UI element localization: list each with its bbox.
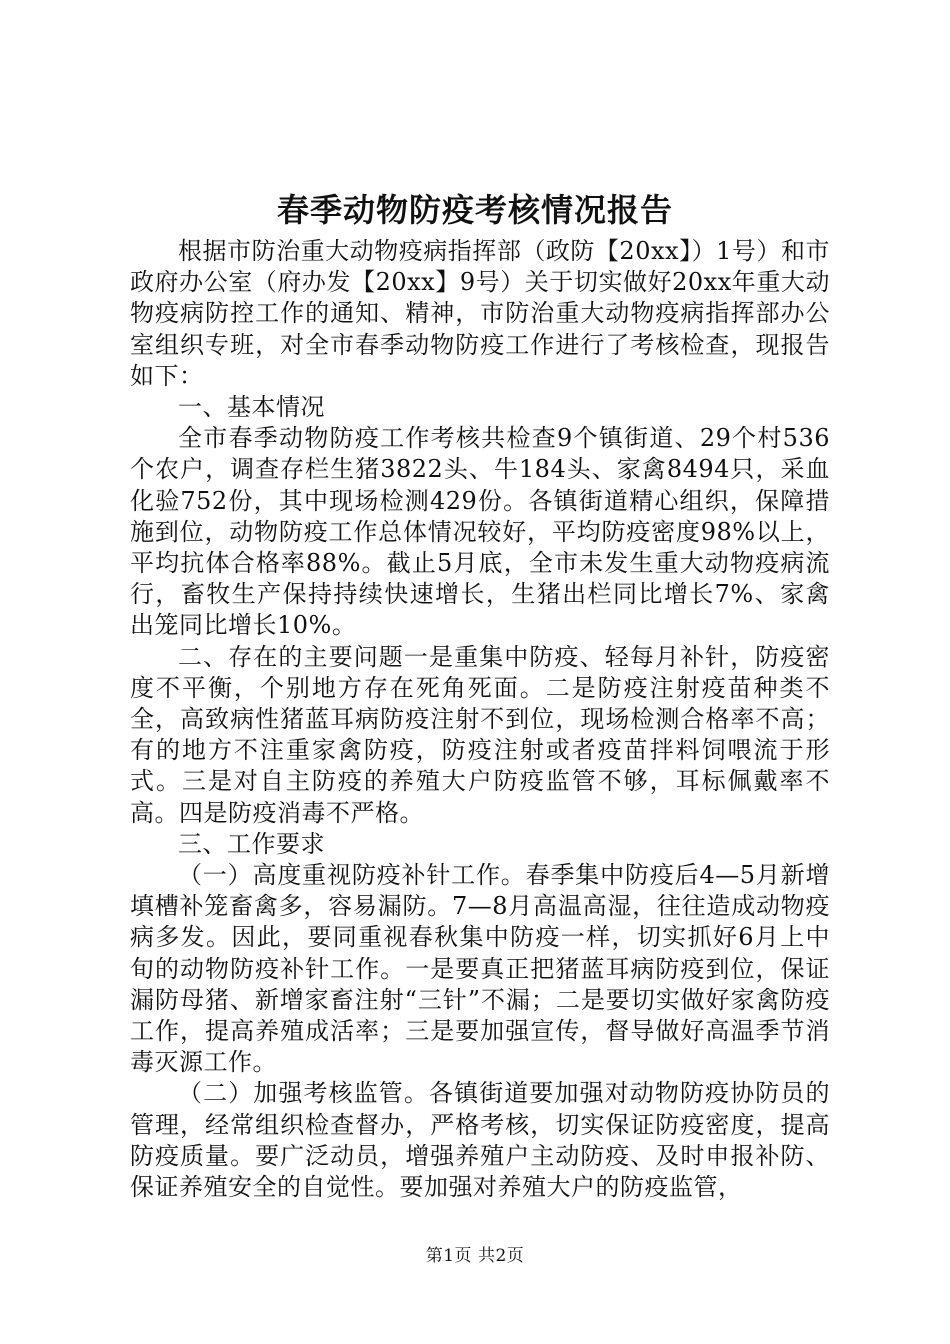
paragraph-requirement-two: （二）加强考核监管。各镇街道要加强对动物防疫协防员的管理，经常组织检查督办，严格考核，切实保证防疫密度，提高防疫质量。要广泛动员，增强养殖户主动防疫、及时申报补防、保证养殖安全的自觉性。要加强对养殖大户的防疫监管，	[130, 1079, 830, 1202]
paragraph-requirement-one: （一）高度重视防疫补针工作。春季集中防疫后4—5月新增填槽补笼畜禽多，容易漏防。7—8月高温高湿，往往造成动物疫病多发。因此，要同重视春秋集中防疫一样，切实抓好6月上中旬的动物防疫补针工作。一是要真正把猪蓝耳病防疫到位，保证漏防母猪、新增家畜注射“三针”不漏；二是要切实做好家禽防疫工作，提高养殖成活率；三是要加强宣传，督导做好高温季节消毒灭源工作。	[130, 861, 830, 1077]
document-title: 春季动物防疫考核情况报告	[276, 191, 673, 229]
section-heading-basic-situation: 一、基本情况	[178, 393, 325, 422]
section-heading-work-requirements: 三、工作要求	[178, 829, 325, 858]
document-body	[130, 236, 830, 1203]
paragraph-intro: 根据市防治重大动物疫病指挥部（政防【20xx】）1号）和市政府办公室（府办发【20xx】9号）关于切实做好20xx年重大动物疫病防控工作的通知、精神，市防治重大动物疫病指挥部办公室组织专班，对全市春季动物防疫工作进行了考核检查，现报告如下：	[130, 237, 830, 390]
paragraph-basic-situation: 全市春季动物防疫工作考核共检查9个镇街道、29个村536个农户，调查存栏生猪3822头、牛184头、家禽8494只，采血化验752份，其中现场检测429份。各镇街道精心组织，保障措施到位，动物防疫工作总体情况较好，平均防疫密度98%以上，平均抗体合格率88%。截止5月底，全市未发生重大动物疫病流行，畜牧生产保持持续快速增长，生猪出栏同比增长7%、家禽出笼同比增长10%。	[130, 424, 830, 640]
paragraph-main-problems: 二、存在的主要问题一是重集中防疫、轻每月补针，防疫密度不平衡，个别地方存在死角死面。二是防疫注射疫苗种类不全，高致病性猪蓝耳病防疫注射不到位，现场检测合格率不高；有的地方不注重家禽防疫，防疫注射或者疫苗拌料饲喂流于形式。三是对自主防疫的养殖大户防疫监管不够，耳标佩戴率不高。四是防疫消毒不严格。	[130, 642, 830, 827]
page-number-footer: 第1页 共2页	[425, 1246, 525, 1266]
